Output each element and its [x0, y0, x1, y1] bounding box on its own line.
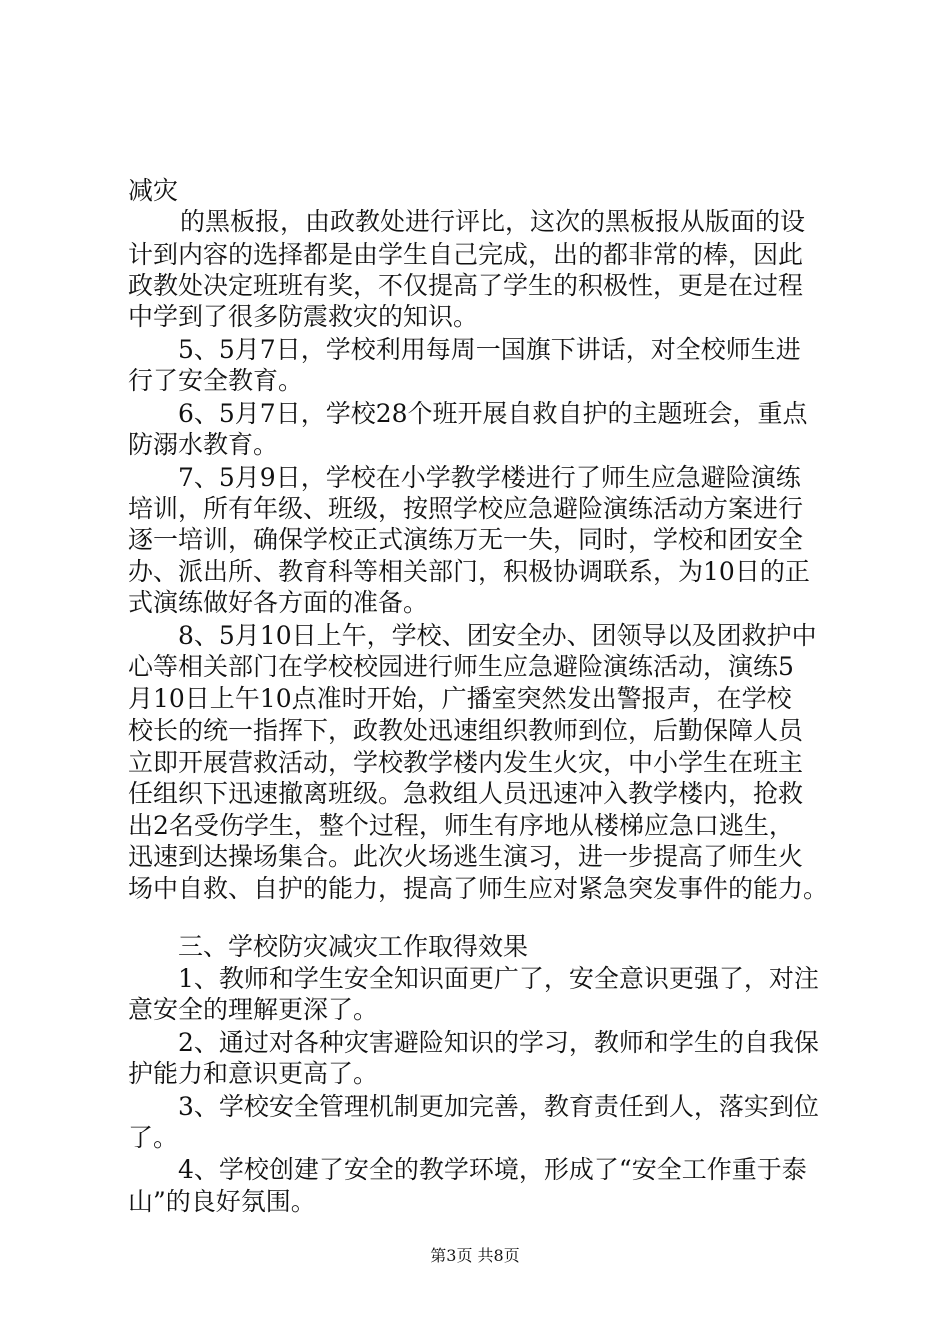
document-page: 减灾 的黑板报，由政教处进行评比，这次的黑板报从版面的设 计到内容的选择都是由学生自己完成，出的都非常的棒，因此 政教处决定班班有奖，不仅提高了学生的积极性，更是在过程 中学到了很多防震救灾的知识。 5、5月7日，学校利用每周一国旗下讲话，对全校师生进 行了安全教育。 6、5月7日，学校28个班开展自救自护的主题班会，重点 防溺水教育。 7、5月9日，学校在小学教学楼进行了师生应急避险演练 培训，所有年级、班级，按照学校应急避险演练活动方案进行 逐一培训，确保学校正式演练万无一失，同时，学校和团安全 办、派出所、教育科等相关部门，积极协调联系，为10日的正 式演练做好各方面的准备。 8、5月10日上午，学校、团安全办、团领导以及团救护中 心等相关部门在学校校园进行师生应急避险演练活动，演练5 月10日上午10点准时开始，广播室突然发出警报声，在学校 校长的统一指挥下，政教处迅速组织教师到位，后勤保障人员 立即开展营救活动，学校教学楼内发生火灾，中小学生在班主 任组织下迅速撤离班级。急救组人员迅速冲入教学楼内，抢救 出2名受伤学生，整个过程，师生有序地从楼梯应急口逃生， 迅速到达操场集合。此次火场逃生演习，进一步提高了师生火 场中自救、自护的能力，提高了师生应对紧急突发事件的能力。 三、学校防灾减灾工作取得效果 1、教师和学生安全知识面更广了，安全意识更强了，对注 意安全的理解更深了。 2、通过对各种灾害避险知识的学习，教师和学生的自我保 护能力和意识更高了。 3、学校安全管理机制更加完善，教育责任到人，落实到位 了。 4、学校创建了安全的教学环境，形成了“安全工作重于泰 山”的良好氛围。 第3页 共8页	[0, 0, 950, 1344]
page-number: 第3页 共8页	[430, 1246, 520, 1265]
